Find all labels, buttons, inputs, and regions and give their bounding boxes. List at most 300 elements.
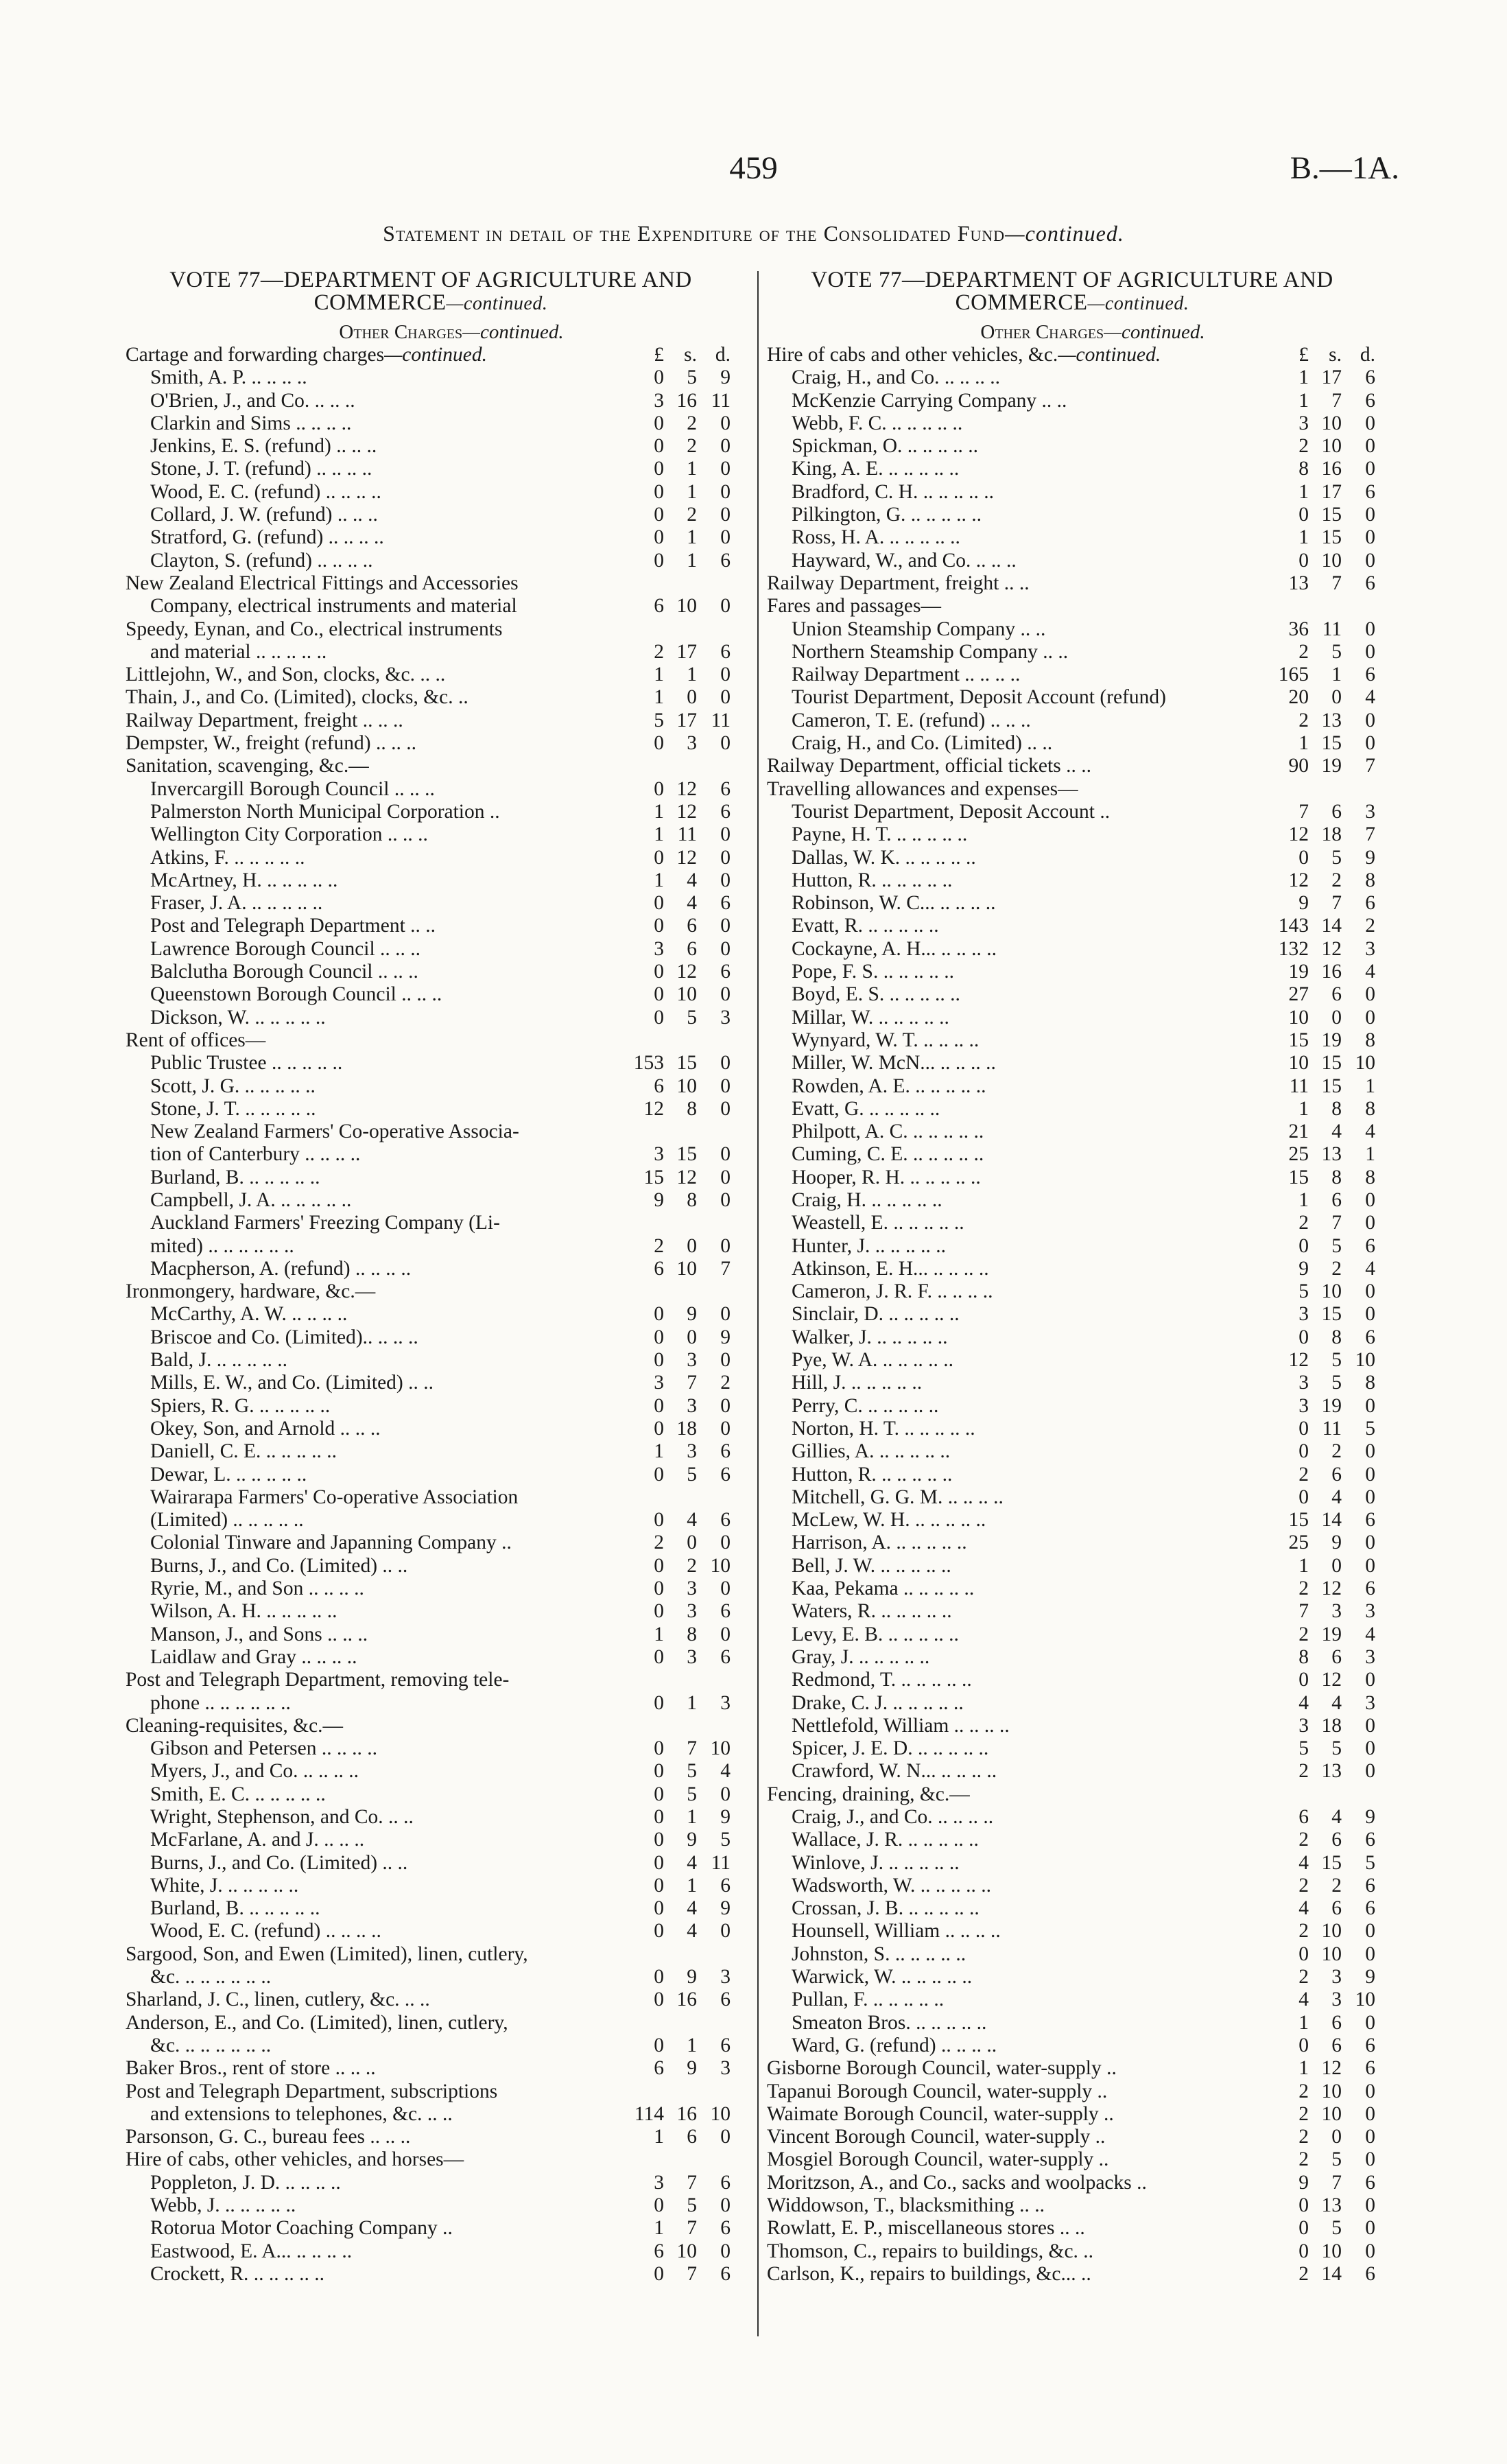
shillings-value: 15 bbox=[1321, 1052, 1342, 1075]
pence-value: 0 bbox=[1365, 2194, 1375, 2217]
vote-title-line2 bbox=[763, 292, 1381, 315]
entry-label bbox=[150, 847, 305, 869]
table-row bbox=[126, 1007, 736, 1029]
entry-text: Perry, C. .. .. .. .. .. bbox=[792, 1394, 939, 1417]
table-row bbox=[126, 938, 736, 961]
entry-text: Ironmongery, hardware, &c.— bbox=[126, 1280, 376, 1303]
entry-label bbox=[150, 1577, 364, 1600]
entry-label bbox=[150, 892, 322, 915]
pounds-value: 9 bbox=[654, 1188, 664, 1211]
shillings-value: 0 bbox=[1331, 1554, 1342, 1577]
table-row bbox=[126, 572, 736, 595]
table-row bbox=[767, 2172, 1377, 2194]
entry-text: Company, electrical instruments and material bbox=[150, 595, 517, 618]
entry-label bbox=[792, 1143, 984, 1166]
table-row bbox=[767, 1349, 1377, 1372]
table-row bbox=[767, 823, 1377, 846]
entry-text: Miller, W. McN... .. .. .. .. bbox=[792, 1052, 996, 1075]
pence-value: 6 bbox=[720, 2034, 731, 2056]
entry-text: Tourist Department, Deposit Account (refund) bbox=[792, 686, 1166, 709]
entry-text: Nettlefold, William .. .. .. .. bbox=[792, 1714, 1010, 1737]
entry-label bbox=[150, 1509, 304, 1532]
pounds-value: 165 bbox=[1278, 664, 1309, 686]
shillings-value: 5 bbox=[687, 1760, 697, 1783]
table-row bbox=[126, 1555, 736, 1577]
entry-text: Cockayne, A. H... .. .. .. .. bbox=[792, 937, 997, 960]
shillings-value: 10 bbox=[1321, 1920, 1342, 1943]
pounds-value: 0 bbox=[654, 777, 664, 800]
shillings-value: 8 bbox=[687, 1623, 697, 1645]
table-row bbox=[767, 641, 1377, 664]
entry-text: Johnston, S. .. .. .. .. .. bbox=[792, 1943, 966, 1965]
entry-text: Wadsworth, W. .. .. .. .. .. bbox=[792, 1874, 991, 1897]
entry-label bbox=[767, 2148, 1108, 2171]
entry-label bbox=[792, 1669, 972, 1691]
entry-label bbox=[150, 1464, 307, 1486]
shillings-value: 4 bbox=[1331, 1486, 1342, 1508]
entry-text: Evatt, G. .. .. .. .. .. bbox=[792, 1097, 940, 1120]
pounds-value: 3 bbox=[1298, 1714, 1309, 1737]
entry-label bbox=[150, 1166, 320, 1189]
shillings-value: 8 bbox=[687, 1188, 697, 1211]
table-row bbox=[767, 1326, 1377, 1349]
pence-value: 0 bbox=[1365, 412, 1375, 434]
entry-text: Hunter, J. .. .. .. .. .. bbox=[792, 1234, 946, 1257]
pence-value: 3 bbox=[1365, 1691, 1375, 1714]
entry-label bbox=[150, 1235, 294, 1258]
shillings-value: 4 bbox=[687, 892, 697, 915]
pence-value: 3 bbox=[1365, 800, 1375, 823]
shillings-value: 2 bbox=[1331, 1440, 1342, 1463]
pounds-value: 2 bbox=[1298, 1463, 1309, 1486]
table-row bbox=[767, 1988, 1377, 2011]
shillings-value: 7 bbox=[687, 2217, 697, 2240]
pence-value: 5 bbox=[720, 1829, 731, 1851]
entry-label bbox=[150, 1806, 414, 1829]
pounds-value: 0 bbox=[1298, 2240, 1309, 2262]
pounds-value: 90 bbox=[1288, 755, 1309, 777]
entry-text: Travelling allowances and expenses— bbox=[767, 777, 1078, 800]
pounds-value: 1 bbox=[654, 869, 664, 891]
entry-text: Bell, J. W. .. .. .. .. .. bbox=[792, 1554, 951, 1577]
table-row bbox=[767, 2263, 1377, 2286]
pounds-value: 0 bbox=[654, 1874, 664, 1897]
entry-label bbox=[792, 1212, 964, 1234]
table-row bbox=[767, 1120, 1377, 1143]
entry-text: Burland, B. .. .. .. .. .. bbox=[150, 1166, 320, 1188]
entry-label bbox=[792, 1303, 960, 1326]
entry-text: Bradford, C. H. .. .. .. .. .. bbox=[792, 480, 994, 503]
pence-value: 6 bbox=[720, 1509, 731, 1532]
pence-value: 6 bbox=[720, 1463, 731, 1486]
shillings-value: 6 bbox=[1331, 2034, 1342, 2056]
entry-text: Robinson, W. C... .. .. .. .. bbox=[792, 892, 996, 915]
table-row bbox=[126, 983, 736, 1006]
entry-label bbox=[150, 1486, 518, 1509]
shillings-value: 8 bbox=[1331, 1097, 1342, 1120]
entry-text: Pope, F. S. .. .. .. .. .. bbox=[792, 961, 954, 983]
pounds-value: 0 bbox=[1298, 549, 1309, 572]
table-row bbox=[126, 526, 736, 549]
shillings-value: 9 bbox=[687, 1966, 697, 1988]
entry-text: Philpott, A. C. .. .. .. .. .. bbox=[792, 1120, 984, 1143]
pence-value: 0 bbox=[720, 480, 731, 503]
pounds-value: 6 bbox=[654, 2057, 664, 2080]
pence-value: 0 bbox=[720, 1166, 731, 1188]
shillings-value: 6 bbox=[1331, 1188, 1342, 1211]
shillings-header: s. bbox=[1329, 344, 1342, 366]
pounds-value: 2 bbox=[1298, 640, 1309, 663]
entry-text: Mills, E. W., and Co. (Limited) .. .. bbox=[150, 1372, 434, 1394]
entry-label bbox=[150, 2263, 324, 2286]
shillings-value: 6 bbox=[1331, 983, 1342, 1006]
shillings-value: 17 bbox=[676, 640, 697, 663]
shillings-value: 6 bbox=[1331, 800, 1342, 823]
pence-header: d. bbox=[715, 344, 731, 366]
entry-text: Scott, J. G. .. .. .. .. .. bbox=[150, 1075, 316, 1097]
pounds-value: 6 bbox=[654, 1075, 664, 1097]
entry-text: Craig, H. .. .. .. .. .. bbox=[792, 1188, 942, 1211]
pence-value: 0 bbox=[1365, 1554, 1375, 1577]
pence-value: 8 bbox=[1365, 869, 1375, 891]
entry-label bbox=[126, 2126, 410, 2148]
entry-text: Hounsell, William .. .. .. .. bbox=[792, 1920, 1001, 1943]
pounds-value: 0 bbox=[1298, 2034, 1309, 2056]
entry-text: Wairarapa Farmers' Co-operative Association bbox=[150, 1486, 519, 1508]
pence-value: 11 bbox=[711, 709, 731, 731]
entry-continued: —continued. bbox=[384, 344, 487, 366]
table-row bbox=[767, 1418, 1377, 1440]
table-row bbox=[126, 1988, 736, 2011]
pounds-value: 1 bbox=[1298, 732, 1309, 755]
shillings-value: 16 bbox=[676, 2102, 697, 2125]
pence-value: 0 bbox=[1365, 2102, 1375, 2125]
pence-value: 0 bbox=[1365, 1920, 1375, 1943]
pence-value: 0 bbox=[1365, 1486, 1375, 1508]
entry-text: Warwick, W. .. .. .. .. .. bbox=[792, 1966, 973, 1988]
entry-label bbox=[150, 1555, 407, 1577]
pence-value: 8 bbox=[1365, 1097, 1375, 1120]
entry-label bbox=[767, 2240, 1093, 2263]
entry-text: Railway Department .. .. .. .. bbox=[792, 664, 1021, 686]
entry-text: Hire of cabs, other vehicles, and horses— bbox=[126, 2148, 464, 2171]
pence-value: 0 bbox=[720, 526, 731, 549]
shillings-value: 1 bbox=[687, 458, 697, 480]
table-row bbox=[126, 801, 736, 823]
pounds-value: 0 bbox=[654, 412, 664, 434]
table-row bbox=[126, 1349, 736, 1372]
table-row bbox=[126, 1737, 736, 1760]
table-row bbox=[126, 1600, 736, 1623]
table-row bbox=[126, 1280, 736, 1303]
pounds-value: 0 bbox=[654, 480, 664, 503]
table-row bbox=[767, 1052, 1377, 1075]
pounds-value: 0 bbox=[654, 1417, 664, 1440]
entry-label bbox=[150, 1120, 519, 1143]
shillings-value: 12 bbox=[676, 961, 697, 983]
pounds-value: 36 bbox=[1288, 618, 1309, 640]
entry-text: Burns, J., and Co. (Limited) .. .. bbox=[150, 1554, 408, 1577]
pence-value: 0 bbox=[1365, 1188, 1375, 1211]
pence-value: 0 bbox=[720, 937, 731, 960]
pounds-value: 0 bbox=[654, 1326, 664, 1348]
entry-label bbox=[767, 755, 1091, 777]
pounds-value: 1 bbox=[654, 2217, 664, 2240]
entry-text: Hill, J. .. .. .. .. .. bbox=[792, 1372, 923, 1394]
pence-value: 8 bbox=[1365, 1029, 1375, 1051]
entry-text: Burland, B. .. .. .. .. .. bbox=[150, 1897, 320, 1920]
entry-label bbox=[792, 1052, 996, 1075]
pounds-value: 1 bbox=[1298, 366, 1309, 389]
entry-label bbox=[767, 2194, 1045, 2217]
entry-text: phone .. .. .. .. .. .. bbox=[150, 1691, 291, 1714]
shillings-value: 17 bbox=[1321, 366, 1342, 389]
pounds-value: 0 bbox=[654, 1920, 664, 1943]
pence-value: 6 bbox=[720, 961, 731, 983]
pounds-value: 2 bbox=[654, 1532, 664, 1554]
entry-label bbox=[767, 2263, 1091, 2286]
entry-text: Webb, F. C. .. .. .. .. .. bbox=[792, 412, 963, 434]
pounds-value: 0 bbox=[654, 1897, 664, 1920]
entry-label bbox=[792, 526, 960, 549]
entry-text: Rotorua Motor Coaching Company .. bbox=[150, 2217, 453, 2240]
table-row bbox=[767, 526, 1377, 549]
entry-label bbox=[792, 1966, 972, 1988]
entry-label bbox=[150, 2194, 296, 2217]
shillings-value: 5 bbox=[1331, 1349, 1342, 1372]
table-row bbox=[767, 755, 1377, 777]
pence-value: 9 bbox=[1365, 846, 1375, 869]
table-row bbox=[126, 618, 736, 641]
table-row bbox=[767, 1440, 1377, 1463]
entry-text: Wellington City Corporation .. .. .. bbox=[150, 823, 428, 846]
pounds-value: 2 bbox=[1298, 2080, 1309, 2102]
entry-text: Norton, H. T. .. .. .. .. .. bbox=[792, 1417, 975, 1440]
pence-value: 0 bbox=[720, 1075, 731, 1097]
entry-label bbox=[792, 1486, 1004, 1509]
pounds-value: 4 bbox=[1298, 1897, 1309, 1920]
pence-value: 6 bbox=[720, 777, 731, 800]
table-row bbox=[767, 2126, 1377, 2148]
entry-label bbox=[792, 481, 994, 504]
shillings-value: 3 bbox=[687, 1645, 697, 1668]
shillings-value: 7 bbox=[1331, 572, 1342, 594]
entry-text: Thomson, C., repairs to buildings, &c. .. bbox=[767, 2240, 1094, 2262]
table-row bbox=[767, 1760, 1377, 1783]
entry-text: Evatt, R. .. .. .. .. .. bbox=[792, 915, 939, 937]
shillings-value: 3 bbox=[687, 1349, 697, 1372]
shillings-value: 4 bbox=[1331, 1120, 1342, 1143]
statement-continued: —continued. bbox=[1005, 221, 1124, 246]
table-row bbox=[126, 1143, 736, 1166]
entry-text: Hayward, W., and Co. .. .. .. bbox=[792, 549, 1017, 572]
entry-text: Hutton, R. .. .. .. .. .. bbox=[792, 869, 953, 891]
pence-value: 0 bbox=[720, 1920, 731, 1943]
entry-text: Eastwood, E. A... .. .. .. .. bbox=[150, 2240, 353, 2262]
column-divider bbox=[757, 271, 759, 2336]
section-title: Other Charges bbox=[980, 321, 1104, 343]
table-row bbox=[767, 961, 1377, 983]
entry-label bbox=[150, 961, 418, 983]
table-row bbox=[767, 1920, 1377, 1943]
shillings-value: 4 bbox=[687, 1509, 697, 1532]
pence-value: 0 bbox=[1365, 1463, 1375, 1486]
entry-label bbox=[767, 2080, 1107, 2103]
entry-label bbox=[792, 1349, 953, 1372]
vote-continued: —continued. bbox=[1087, 293, 1189, 314]
pence-value: 0 bbox=[1365, 640, 1375, 663]
shillings-value: 7 bbox=[687, 2171, 697, 2194]
table-row bbox=[126, 504, 736, 526]
entry-label bbox=[792, 618, 1045, 641]
entry-label bbox=[150, 1920, 381, 1943]
pence-value: 11 bbox=[711, 1851, 731, 1874]
pence-value: 8 bbox=[1365, 1166, 1375, 1188]
entry-label bbox=[150, 1532, 512, 1554]
entry-text: Sinclair, D. .. .. .. .. .. bbox=[792, 1303, 960, 1326]
table-row bbox=[126, 1166, 736, 1189]
entry-label bbox=[792, 686, 1166, 709]
pence-value: 7 bbox=[1365, 823, 1375, 846]
pounds-value: 6 bbox=[654, 595, 664, 618]
pence-value: 0 bbox=[1365, 1394, 1375, 1417]
pence-value: 3 bbox=[720, 1691, 731, 1714]
entry-label bbox=[792, 550, 1017, 572]
entry-label bbox=[767, 595, 941, 618]
pounds-value: 10 bbox=[1288, 1006, 1309, 1029]
entry-label bbox=[792, 1189, 942, 1212]
entry-label bbox=[792, 1395, 938, 1418]
table-row bbox=[126, 686, 736, 709]
pence-value: 4 bbox=[1365, 1120, 1375, 1143]
entry-text: Jenkins, E. S. (refund) .. .. .. bbox=[150, 435, 377, 458]
shillings-value: 13 bbox=[1321, 709, 1342, 731]
pence-value: 9 bbox=[720, 1897, 731, 1920]
pounds-value: 0 bbox=[654, 846, 664, 869]
entry-text: McCarthy, A. W. .. .. .. .. bbox=[150, 1303, 348, 1326]
entry-label bbox=[792, 847, 976, 869]
entry-text: Cameron, J. R. F. .. .. .. .. bbox=[792, 1280, 993, 1303]
section-heading bbox=[808, 320, 1377, 344]
shillings-value: 15 bbox=[676, 1143, 697, 1166]
shillings-value: 5 bbox=[687, 366, 697, 389]
shillings-value: 17 bbox=[676, 709, 697, 731]
table-row bbox=[767, 1189, 1377, 1212]
entry-label bbox=[792, 1646, 929, 1669]
entry-label bbox=[126, 2057, 376, 2080]
pence-value: 0 bbox=[720, 458, 731, 480]
entry-label bbox=[126, 1669, 509, 1691]
entry-label bbox=[126, 1988, 430, 2011]
pounds-value: 13 bbox=[1288, 572, 1309, 594]
entry-text: Tourist Department, Deposit Account .. bbox=[792, 800, 1111, 823]
table-row bbox=[767, 869, 1377, 892]
pounds-value: 0 bbox=[654, 1509, 664, 1532]
entry-text: Palmerston North Municipal Corporation .. bbox=[150, 800, 500, 823]
shillings-value: 1 bbox=[687, 1874, 697, 1897]
entry-label bbox=[792, 1166, 981, 1189]
shillings-value: 16 bbox=[676, 1988, 697, 2011]
pounds-value: 1 bbox=[654, 1440, 664, 1463]
entry-label bbox=[150, 458, 372, 480]
entry-label bbox=[792, 1737, 988, 1760]
shillings-value: 1 bbox=[687, 526, 697, 549]
pounds-value: 0 bbox=[654, 1806, 664, 1828]
pounds-value: 9 bbox=[1298, 1257, 1309, 1280]
pence-value: 0 bbox=[720, 1783, 731, 1805]
pence-value: 7 bbox=[1365, 755, 1375, 777]
pounds-value: 5 bbox=[1298, 1737, 1309, 1760]
pence-value: 6 bbox=[720, 1874, 731, 1897]
entry-text: Sanitation, scavenging, &c.— bbox=[126, 755, 369, 777]
shillings-value: 5 bbox=[1331, 1737, 1342, 1760]
entry-label bbox=[150, 1395, 330, 1418]
entry-text: Bald, J. .. .. .. .. .. bbox=[150, 1349, 287, 1372]
pence-value: 0 bbox=[1365, 709, 1375, 731]
entry-text: Parsonson, G. C., bureau fees .. .. .. bbox=[126, 2126, 411, 2148]
pence-value: 6 bbox=[720, 1988, 731, 2011]
pence-value: 4 bbox=[720, 1760, 731, 1783]
pence-value: 9 bbox=[720, 366, 731, 389]
entry-text: Macpherson, A. (refund) .. .. .. .. bbox=[150, 1257, 412, 1280]
pence-value: 0 bbox=[720, 983, 731, 1006]
vote-title-line2 bbox=[121, 292, 740, 315]
entry-label bbox=[792, 1829, 979, 1851]
entry-text: Queenstown Borough Council .. .. .. bbox=[150, 983, 442, 1006]
pounds-value: 6 bbox=[654, 1257, 664, 1280]
page-number: 459 bbox=[729, 150, 778, 186]
entry-text: Invercargill Borough Council .. .. .. bbox=[150, 777, 435, 800]
pounds-value: 0 bbox=[654, 1829, 664, 1851]
shillings-value: 4 bbox=[687, 1897, 697, 1920]
pence-value: 0 bbox=[1365, 1280, 1375, 1303]
entry-text: Hooper, R. H. .. .. .. .. .. bbox=[792, 1166, 981, 1188]
entry-label bbox=[150, 1966, 271, 1988]
pence-value: 0 bbox=[1365, 1303, 1375, 1326]
entry-label bbox=[126, 1943, 528, 1966]
entry-label bbox=[792, 412, 962, 435]
entry-text: Spickman, O. .. .. .. .. .. bbox=[792, 435, 979, 458]
entry-text: Crawford, W. N... .. .. .. .. bbox=[792, 1760, 997, 1783]
pence-value: 0 bbox=[720, 1188, 731, 1211]
pence-value: 6 bbox=[720, 800, 731, 823]
shillings-value: 3 bbox=[1331, 1988, 1342, 2011]
pounds-value: 2 bbox=[1298, 1623, 1309, 1645]
entry-text: Mitchell, G. G. M. .. .. .. .. bbox=[792, 1486, 1004, 1508]
entry-label bbox=[150, 983, 442, 1006]
pounds-value: 2 bbox=[1298, 2262, 1309, 2285]
entry-text: Wynyard, W. T. .. .. .. .. bbox=[792, 1029, 980, 1051]
entry-label bbox=[150, 1303, 347, 1326]
entry-label bbox=[126, 755, 369, 777]
shillings-value: 7 bbox=[1331, 2171, 1342, 2194]
entry-label bbox=[150, 595, 517, 618]
table-row bbox=[767, 1212, 1377, 1234]
pounds-value: 3 bbox=[1298, 1303, 1309, 1326]
entry-text: Burns, J., and Co. (Limited) .. .. bbox=[150, 1851, 408, 1874]
entry-label bbox=[150, 1098, 316, 1120]
table-row bbox=[767, 1715, 1377, 1737]
table-row bbox=[126, 2080, 736, 2103]
table-row bbox=[126, 1486, 736, 1509]
shillings-value: 9 bbox=[1331, 1532, 1342, 1554]
pounds-value: 0 bbox=[654, 526, 664, 549]
entry-label bbox=[150, 481, 381, 504]
pence-value: 0 bbox=[1365, 1212, 1375, 1234]
entry-text: and extensions to telephones, &c. .. .. bbox=[150, 2102, 453, 2125]
table-row bbox=[126, 2194, 736, 2217]
entry-label bbox=[792, 983, 960, 1006]
